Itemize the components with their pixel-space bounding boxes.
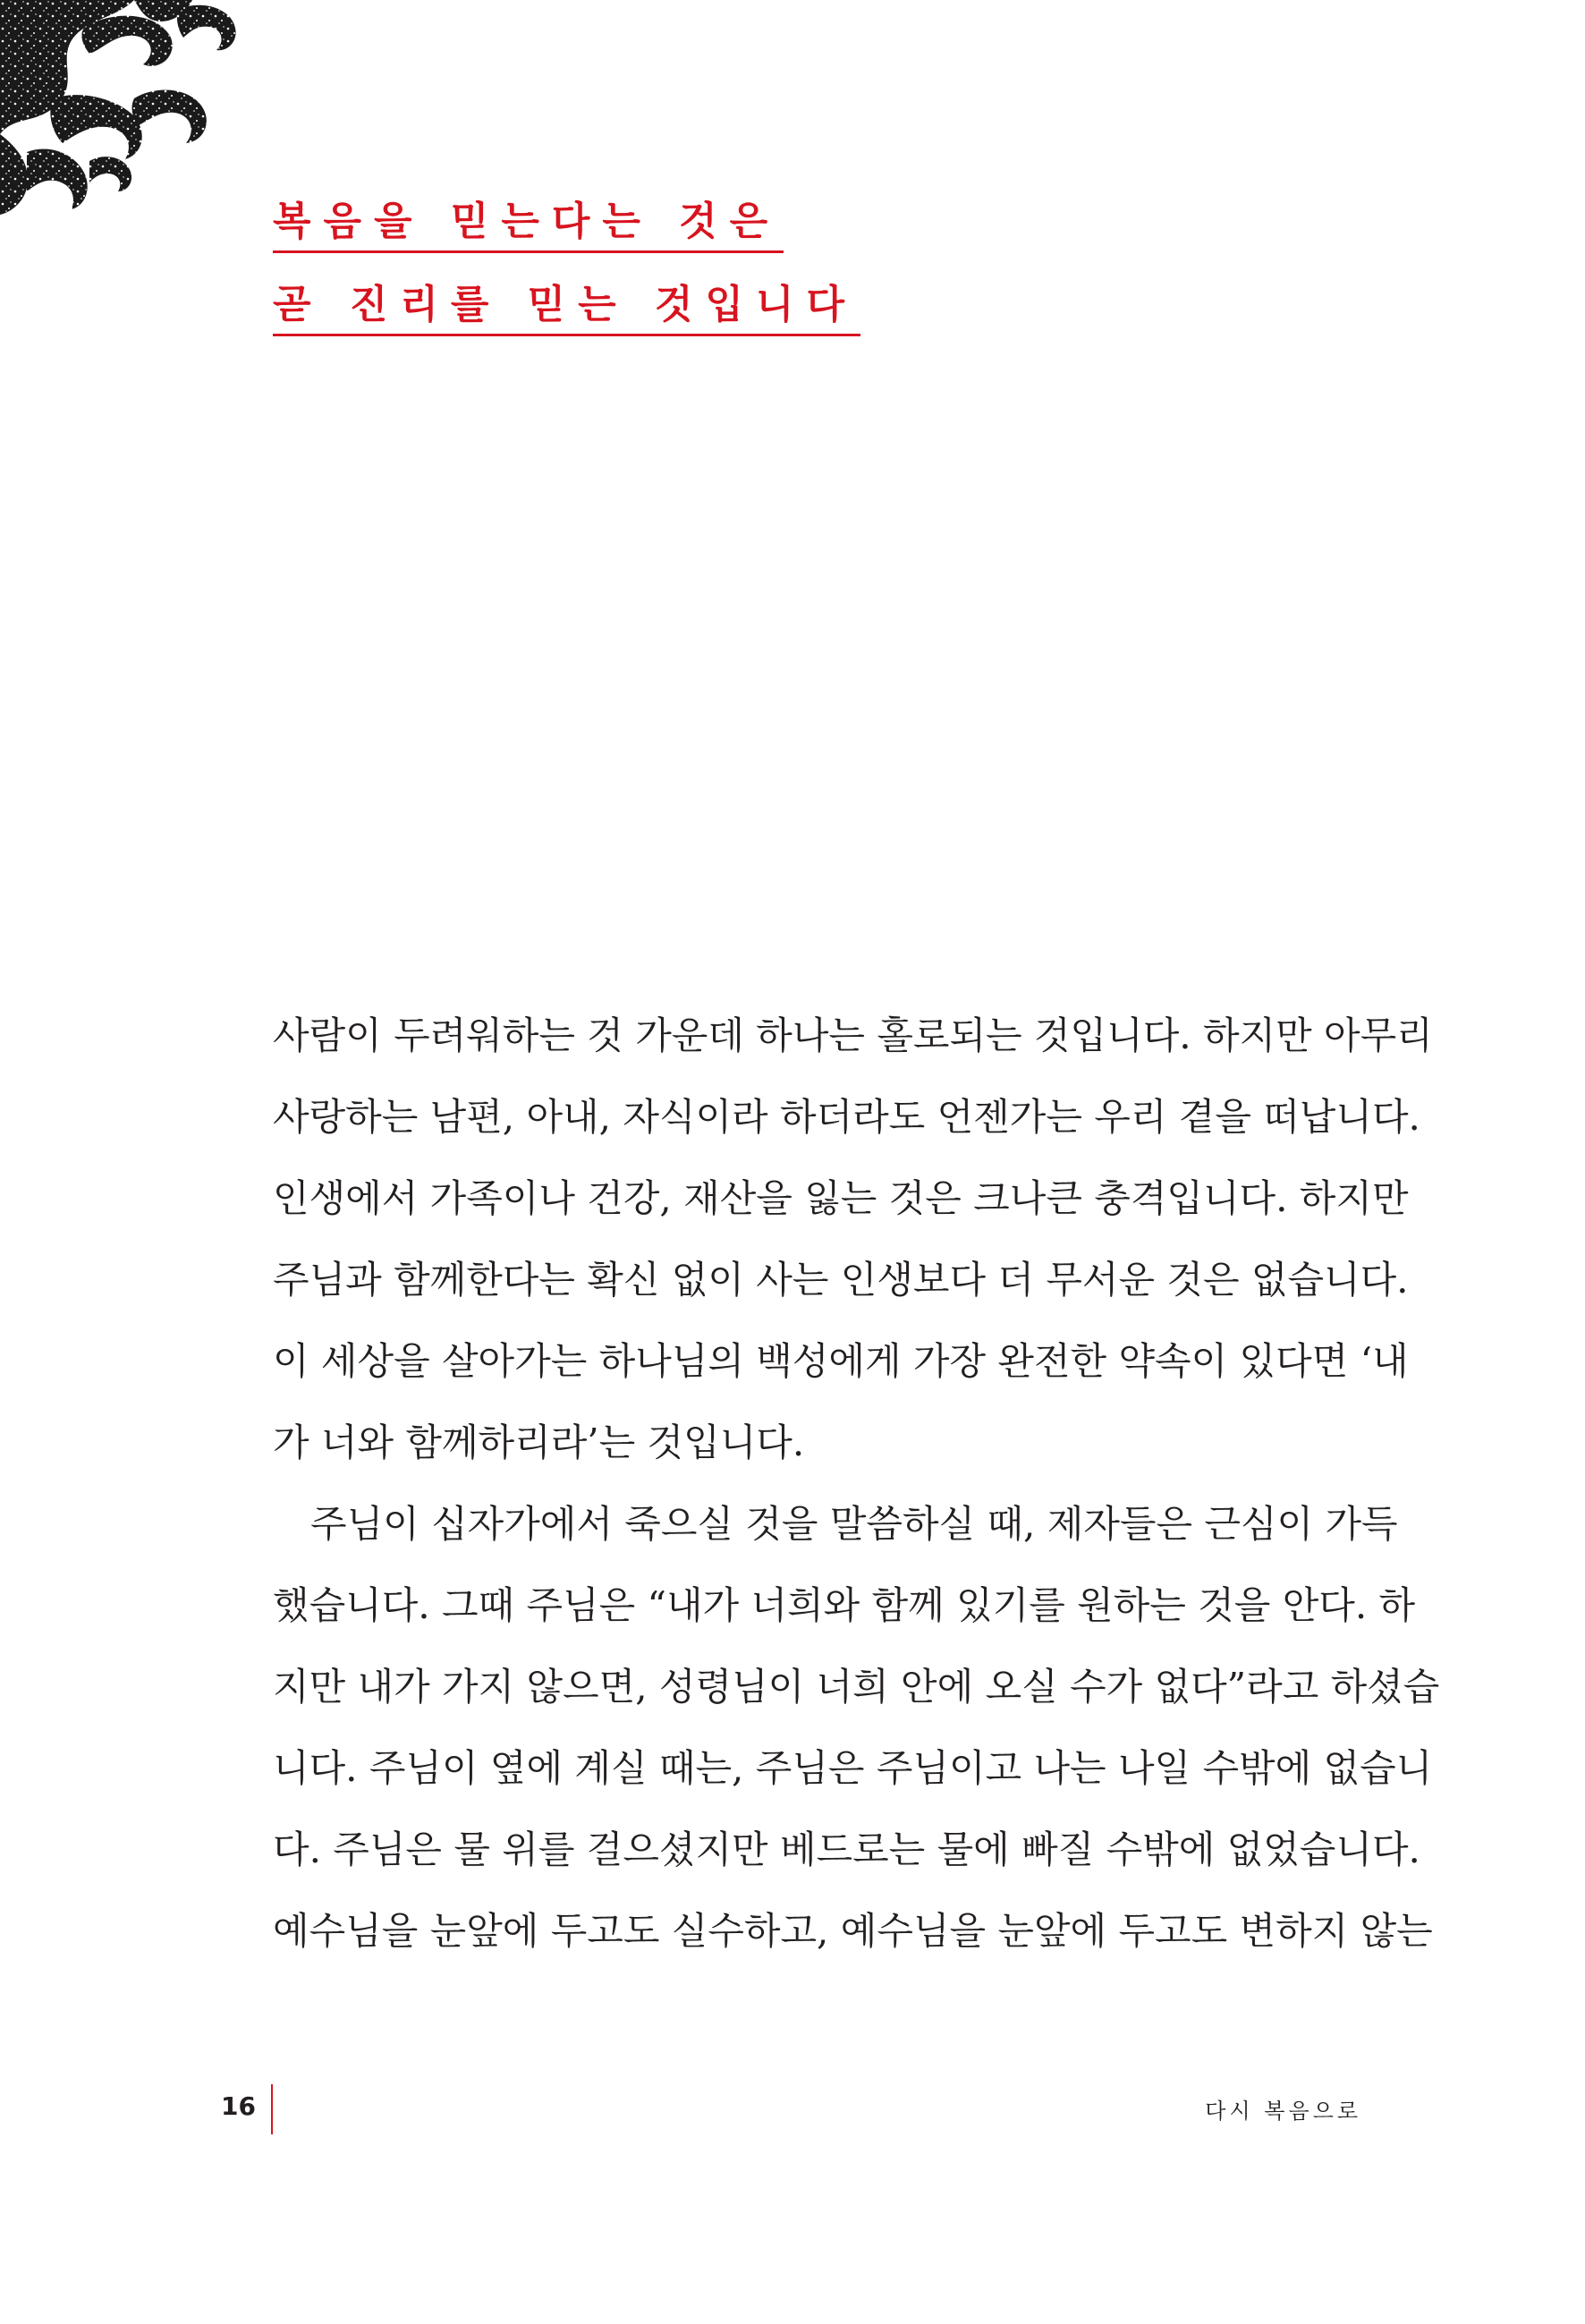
running-title: 다시 복음으로 (1205, 2099, 1361, 2124)
title-line-2: 곧 진리를 믿는 것입니다 (273, 282, 860, 336)
floral-ornament-icon (0, 0, 259, 224)
body-line: 다. 주님은 물 위를 걸으셨지만 베드로는 물에 빠질 수밖에 없었습니다. (273, 1828, 1420, 1871)
body-line: 사람이 두려워하는 것 가운데 하나는 홀로되는 것입니다. 하지만 아무리 (273, 1014, 1433, 1057)
body-line: 가 너와 함께하리라’는 것입니다. (273, 1421, 805, 1464)
page-footer (0, 2084, 1585, 2138)
body-line: 주님이 십자가에서 죽으실 것을 말씀하실 때, 제자들은 근심이 가득 (310, 1502, 1398, 1546)
body-line: 니다. 주님이 옆에 계실 때는, 주님은 주님이고 나는 나일 수밖에 없습니 (273, 1746, 1433, 1790)
body-line: 지만 내가 가지 않으면, 성령님이 너희 안에 오실 수가 없다”라고 하셨습 (273, 1665, 1440, 1709)
body-line: 주님과 함께한다는 확신 없이 사는 인생보다 더 무서운 것은 없습니다. (273, 1258, 1409, 1302)
body-line: 이 세상을 살아가는 하나님의 백성에게 가장 완전한 약속이 있다면 ‘내 (273, 1339, 1409, 1383)
title-line-1: 복음을 믿는다는 것은 (273, 199, 784, 253)
body-line: 예수님을 눈앞에 두고도 실수하고, 예수님을 눈앞에 두고도 변하지 않는 (273, 1909, 1433, 1953)
page-number: 16 (221, 2091, 256, 2121)
chapter-title (273, 199, 860, 336)
body-line: 사랑하는 남편, 아내, 자식이라 하더라도 언젠가는 우리 곁을 떠납니다. (273, 1095, 1420, 1139)
footer-divider (271, 2084, 273, 2134)
body-line: 했습니다. 그때 주님은 “내가 너희와 함께 있기를 원하는 것을 안다. 하 (273, 1583, 1416, 1627)
body-text (273, 995, 1440, 1972)
body-line: 인생에서 가족이나 건강, 재산을 잃는 것은 크나큰 충격입니다. 하지만 (273, 1176, 1409, 1220)
